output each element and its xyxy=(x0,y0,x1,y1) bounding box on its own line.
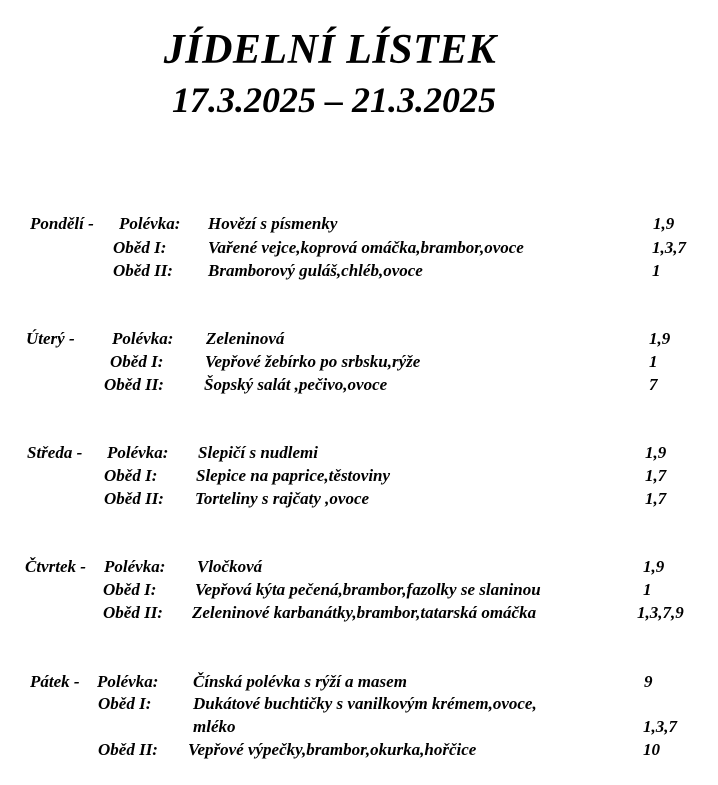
day-label: Čtvrtek - xyxy=(25,557,86,576)
item-label: Polévka: xyxy=(112,329,174,348)
item-label: Oběd I: xyxy=(98,694,152,713)
allergens: 1 xyxy=(652,261,661,280)
dish-text: Vepřové žebírko po srbsku,rýže xyxy=(205,352,421,371)
allergens: 1,3,7,9 xyxy=(637,603,684,622)
allergens: 1,9 xyxy=(653,214,675,233)
allergens: 1,7 xyxy=(645,489,667,508)
dish-text: Vepřové výpečky,brambor,okurka,hořčice xyxy=(188,740,477,759)
allergens: 1,3,7 xyxy=(643,717,677,736)
dish-text: Čínská polévka s rýží a masem xyxy=(193,672,407,691)
dish-text: Slepičí s nudlemi xyxy=(198,443,318,462)
item-label: Oběd I: xyxy=(104,466,158,485)
allergens: 7 xyxy=(649,375,658,394)
dish-text: Zeleninová xyxy=(206,329,285,348)
item-label: Oběd I: xyxy=(113,238,167,257)
item-label: Oběd I: xyxy=(103,580,157,599)
dish-text: Vločková xyxy=(197,557,263,576)
dish-text: Dukátové buchtičky s vanilkovým krémem,ovoce, xyxy=(193,694,537,713)
allergens: 1 xyxy=(649,352,658,371)
dish-text: Šopský salát ,pečivo,ovoce xyxy=(204,375,388,394)
day-label: Úterý - xyxy=(26,329,75,348)
allergens: 9 xyxy=(644,672,653,691)
item-label: Oběd I: xyxy=(110,352,164,371)
dish-text: Hovězí s písmenky xyxy=(208,214,338,233)
day-label: Pondělí - xyxy=(30,214,94,233)
item-label: Oběd II: xyxy=(98,740,158,759)
allergens: 1 xyxy=(643,580,652,599)
dish-text: Vařené vejce,koprová omáčka,brambor,ovoce xyxy=(208,238,524,257)
date-range: 17.3.2025 – 21.3.2025 xyxy=(172,80,496,120)
item-label: Oběd II: xyxy=(113,261,173,280)
item-label: Oběd II: xyxy=(104,489,164,508)
allergens: 1,3,7 xyxy=(652,238,686,257)
dish-text: Vepřová kýta pečená,brambor,fazolky se slaninou xyxy=(195,580,541,599)
dish-text: Bramborový guláš,chléb,ovoce xyxy=(208,261,423,280)
item-label: Polévka: xyxy=(107,443,169,462)
dish-text-continued: mléko xyxy=(193,717,236,736)
dish-text: Zeleninové karbanátky,brambor,tatarská omáčka xyxy=(192,603,537,622)
item-label: Polévka: xyxy=(97,672,159,691)
item-label: Oběd II: xyxy=(104,375,164,394)
page-title: JÍDELNÍ LÍSTEK xyxy=(163,27,497,73)
allergens: 1,9 xyxy=(643,557,665,576)
day-label: Středa - xyxy=(27,443,83,462)
item-label: Oběd II: xyxy=(103,603,163,622)
item-label: Polévka: xyxy=(104,557,166,576)
allergens: 1,9 xyxy=(645,443,667,462)
allergens: 1,9 xyxy=(649,329,671,348)
dish-text: Torteliny s rajčaty ,ovoce xyxy=(195,489,370,508)
allergens: 1,7 xyxy=(645,466,667,485)
day-label: Pátek - xyxy=(30,672,80,691)
allergens: 10 xyxy=(643,740,660,759)
dish-text: Slepice na paprice,těstoviny xyxy=(196,466,391,485)
item-label: Polévka: xyxy=(119,214,181,233)
